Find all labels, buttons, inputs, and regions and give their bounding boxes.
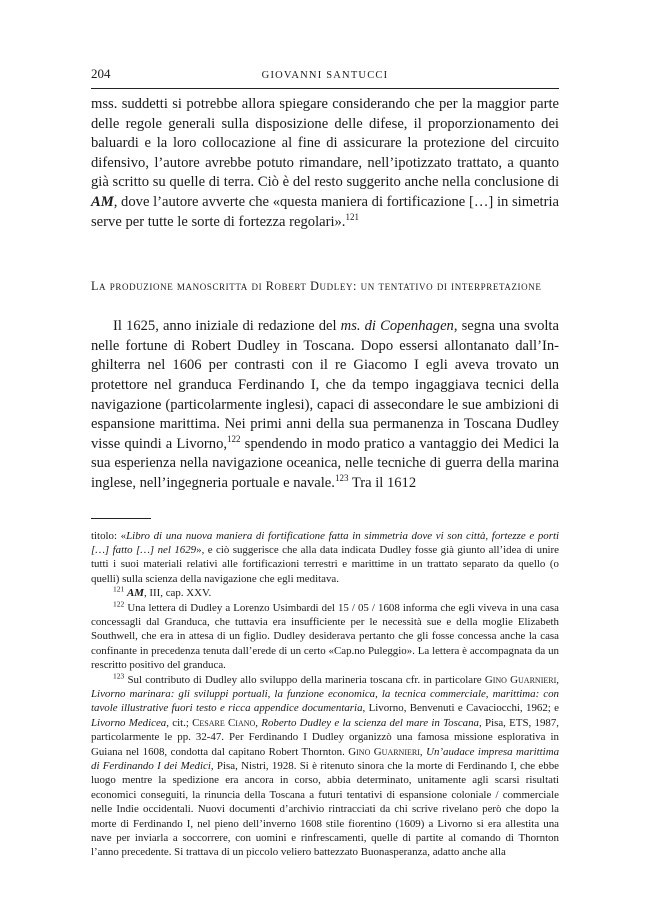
abbrev-am: AM [126,587,144,600]
text-run: Una lettera di Dudley a Lorenzo Usimbardi del 15 / 05 / 1608 informa che egli viveva in una casa concessagli dal Granduca, che tuttavia era insufficiente per le necessità sue e della moglie Elizabeth Southwell, che era in attesa di un figlio. Dudley desiderava pertanto che gli fosse concessa anche la casa confinante in precedenza tenuta dall’erede di un certo «Cap.no Puleggio». La lettera è accompagnata da un rescritto positivo del granduca. [91,601,559,672]
paragraph [91,317,559,493]
text-run: titolo: « [91,529,127,542]
footnote-number: 123 [113,670,125,680]
text-run: , Livorno, Benvenuti e Cavaciocchi, 1962; e [362,702,559,715]
footnote-122 [91,598,559,673]
footnotes [91,529,559,860]
text-run: , segna una svolta nelle fortune di Robert Dudley in Toscana. Dopo essersi allontanato dall’Inghilterra nel 1606 per contrasti con il re Giacomo I egli aveva trovato un protettore nel granduca Ferdinando I, che da tempo ingaggiava tecnici della navigazione (particolarmente inglesi), capaci di assecondare le sue ambizioni di espansione marittima. Nei primi anni della sua permanenza in Toscana Dudley visse quindi a Livorno, [91,318,559,452]
author-name: Gino Guarnieri [484,673,557,686]
footnote-123: $^{123}$ Sul contributo di Dudley allo sviluppo della marineria toscana cfr. in particolare Gino Guarnieri, Livorno marinara: gli sviluppi portuali, la funzione economica, la tecnica commerciale, marittima: con tavole illustrative fuori testo e ricca appendice documentaria, Livorno, Benvenuti e Cavaciocchi, 1962; e Livorno Medicea, cit.; Cesare Ciano, Roberto Dudley e la scienza del mare in Toscana, Pisa, ETS, 1987, particolarmente le pp. 32-47. Per Ferdinando I Dudley organizzò una famosa missione esplorativa in Guiana nel 1608, condotta dal capitano Robert Thornton. Gino Guarnieri, Un’audace impresa marittima di Ferdinando I dei Medici, Pisa, Nistri, 1928. Si è ritenuto sinora che la morte di Ferdinando I, che ebbe luogo mentre la spedizione era ancora in corso, abbia determinato, unitamente agli scarsi risultati economici conseguiti, la rinuncia della Toscana a futuri tentativi di espansione coloniale / commerciale nelle Indie occidentali. Nuovi documenti d’archivio rintracciati da chi scrive rivelano però che dopo la morte di Ferdinando I, nel pieno dell’inverno 1608 stile fiorentino (1609) a Livorno si era allestita una nave per inviarla a soccorrere, con uomini e rinfrescamenti, quelle di partite al comando di Thornton l’anno precedente. Si trattava di un piccolo veliero battezzato Buonasperanza, adatto anche alla [91,670,560,859]
section-heading: La produzione manoscritta di Robert Dudley: un tentativo di interpretazione [91,279,542,294]
text-run: Sul contributo di Dudley allo sviluppo della marineria toscana cfr. in particolare [124,673,485,686]
footnote-separator [91,518,151,519]
text-run: mss. suddetti si potrebbe allora spiegare considerando che per la maggior parte delle regole generali sulla disposizione delle difese, il proporzionamento dei baluardi e la loro collocazione al fine di assicurare la protezione del circuito difensivo, l’autore avrebbe potuto rimandare, nell’ipotizzato trattato, a quanto già scritto su quelle di terra. Ciò è del resto suggerito anche nella conclusione di [91,96,559,191]
ms-title: ms. di Copenhagen [340,318,454,335]
text-run: , dove l’autore avverte che «questa maniera di fortificazione […] in simetria serve per tutte le sorte di fortezza regolari». [91,193,559,230]
footnote-ref-121[interactable]: 121 [345,211,359,222]
cited-title: Livorno marinara: gli sviluppi portuali, la funzione economica, la tecnica commerciale, marittima: con tavole illustrative fuori testo e ricca appendice documentaria [91,687,559,715]
page-number: 204 [91,66,111,81]
text-run: spendendo in modo pratico a vantaggio dei Medici la sua esperienza nella navigazione oceanica, nelle tecniche di guerra della marina inglese, nell’ingegneria portuale e navale. [91,435,559,491]
author-name: Gino Guarnieri [348,745,420,758]
running-head: GIOVANNI SANTUCCI [261,70,389,81]
text-run: , III, cap. XXV. [143,587,212,600]
cited-title: Roberto Dudley e la scienza del mare in Toscana [261,716,480,729]
author-name: Cesare Ciano [192,716,256,729]
text-run: », e ciò suggerisce che alla data indicata Dudley fosse già giunto all’idea di unire tutti i suoi materiali relativi alle fortificazioni terrestri e marittime in un trattato separato da quello (o quelli) sulla scienza della navigazione che egli meditava. [91,543,559,585]
paragraph-continuation [91,95,559,232]
main-text [91,95,559,494]
cited-title: Libro di una nuova maniera di fortificatione fatta in simmetria dove vi son città, fortezze e porti […] fatto […] nel 1629 [91,529,560,556]
footnote-number: 121 [113,584,125,594]
cited-title: Livorno Medicea [91,716,167,729]
footnote-121 [91,586,559,600]
footnote-ref-122[interactable]: 122 [227,433,241,444]
footnote-ref-123[interactable]: 123 [334,473,349,484]
text-run: , Pisa, Nistri, 1928. Si è ritenuto sinora che la morte di Ferdinando I, che ebbe luogo mentre la spedizione era ancora in corso, abbia determinato, unitamente agli scarsi risultati economici conseguiti, la rinuncia della Toscana a futuri tentativi di espansione coloniale / commerciale nelle Indie occidentali. Nuovi documenti d’archivio rintracciati da chi scrive rivelano però che dopo la morte di Ferdinando I, nel pieno dell’inverno 1608 stile fiorentino (1609) a Livorno si era allestita una nave per inviarla a soccorrere, con uomini e rinfrescamenti, quelle di partite al comando di Thornton l’anno precedente. Si trattava di un piccolo veliero battezzato Buonasperanza, adatto anche alla [91,760,559,859]
abbrev-am: AM [91,193,114,210]
footnote-continuation [91,529,559,587]
text-run: Il 1625, anno iniziale di redazione del [113,318,341,335]
footnote-number: 122 [113,598,125,608]
page-header [91,66,559,89]
text-run: Tra il 1612 [348,474,417,491]
text-run: , cit.; [166,716,193,729]
text-run: , Pisa, ETS, 1987, particolarmente le pp. 32-47. Per Ferdinando I Dudley organizzò una famosa missione esplorativa in Guiana nel 1608, condotta dal capitano Robert Thornton. [91,716,560,758]
cited-title: Un’audace impresa marittima di Ferdinando I dei Medici [91,745,560,772]
